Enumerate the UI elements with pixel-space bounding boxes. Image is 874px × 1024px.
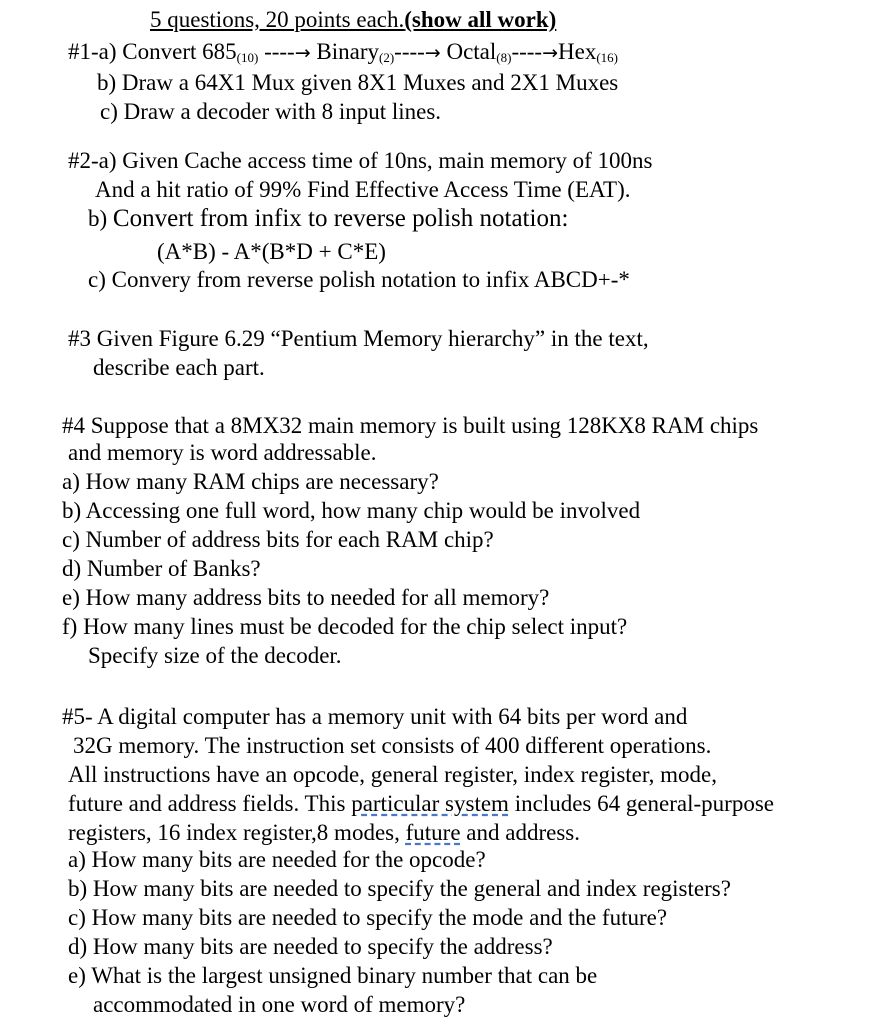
q2-b-label: b) <box>88 206 108 231</box>
q5-d: d) How many bits are needed to specify the address? <box>68 934 553 959</box>
spellcheck-flagged-text: particular system <box>351 791 509 816</box>
q4-d: d) Number of Banks? <box>62 556 261 581</box>
title-intro: 5 questions, 20 points each. <box>150 7 405 32</box>
right-arrow-icon: → <box>424 42 441 64</box>
q5-line4-end: includes 64 general-purpose <box>508 791 775 816</box>
page-title <box>150 8 556 31</box>
q2-c: c) Convery from reverse polish notation to infix ABCD+-* <box>88 267 630 292</box>
q5-line5-start: registers, 16 index register,8 modes, <box>68 820 406 845</box>
spellcheck-flagged-text: future <box>405 820 461 845</box>
q4-line1: #4 Suppose that a 8MX32 main memory is built using 128KX8 RAM chips <box>62 413 759 438</box>
right-arrow-icon: → <box>294 42 311 64</box>
q5-line4 <box>68 792 774 815</box>
q2-b <box>88 206 568 231</box>
q4-e: e) How many address bits to needed for all memory? <box>62 585 550 610</box>
q4-f: f) How many lines must be decoded for the chip select input? <box>62 614 628 639</box>
q2-b-expression: (A*B) - A*(B*D + C*E) <box>157 239 386 264</box>
base-2-subscript: (2) <box>378 50 395 65</box>
q4-f-continued: Specify size of the decoder. <box>88 643 342 668</box>
q3-line2: describe each part. <box>93 355 265 380</box>
q2-a-line1: #2-a) Given Cache access time of 10ns, main memory of 100ns <box>68 148 653 173</box>
q5-a: a) How many bits are needed for the opcode? <box>68 847 486 872</box>
q5-e: e) What is the largest unsigned binary number that can be <box>68 963 598 988</box>
q1-a-prefix: #1-a) Convert 685 <box>68 39 237 64</box>
base-8-subscript: (8) <box>496 50 512 65</box>
binary-label: Binary <box>316 39 379 64</box>
q4-c: c) Number of address bits for each RAM chip? <box>62 527 494 552</box>
q5-line5 <box>68 821 580 844</box>
q4-a: a) How many RAM chips are necessary? <box>62 469 439 494</box>
right-arrow-icon: → <box>542 42 559 64</box>
q5-b: b) How many bits are needed to specify the general and index registers? <box>68 876 731 901</box>
hex-label: Hex <box>558 39 597 64</box>
q2-b-text: Convert from infix to reverse polish notation: <box>112 205 569 232</box>
dash: ---- <box>258 39 295 64</box>
title-emphasis: (show all work) <box>404 7 557 32</box>
q5-line3: All instructions have an opcode, general register, index register, mode, <box>68 762 717 787</box>
q3-line1: #3 Given Figure 6.29 “Pentium Memory hierarchy” in the text, <box>68 326 649 351</box>
base-10-subscript: (10) <box>236 50 259 65</box>
q1-c: c) Draw a decoder with 8 input lines. <box>100 99 442 124</box>
q5-line5-end: and address. <box>460 820 580 845</box>
q1-a <box>68 40 618 64</box>
q2-a-line2: And a hit ratio of 99% Find Effective Access Time (EAT). <box>95 177 631 202</box>
base-16-subscript: (16) <box>596 50 619 65</box>
q5-c: c) How many bits are needed to specify the mode and the future? <box>68 905 668 930</box>
dash: ---- <box>511 39 543 64</box>
q5-e-continued: accommodated in one word of memory? <box>93 992 466 1017</box>
dash: ---- <box>394 39 425 64</box>
q4-line2: and memory is word addressable. <box>68 440 377 465</box>
q5-line2: 32G memory. The instruction set consists of 400 different operations. <box>73 733 712 758</box>
q4-b: b) Accessing one full word, how many chip would be involved <box>62 498 641 523</box>
q5-line4-start: future and address fields. This <box>68 791 352 816</box>
q1-b: b) Draw a 64X1 Mux given 8X1 Muxes and 2X1 Muxes <box>97 70 619 95</box>
q5-line1: #5- A digital computer has a memory unit with 64 bits per word and <box>62 704 688 729</box>
octal-label: Octal <box>446 39 497 64</box>
